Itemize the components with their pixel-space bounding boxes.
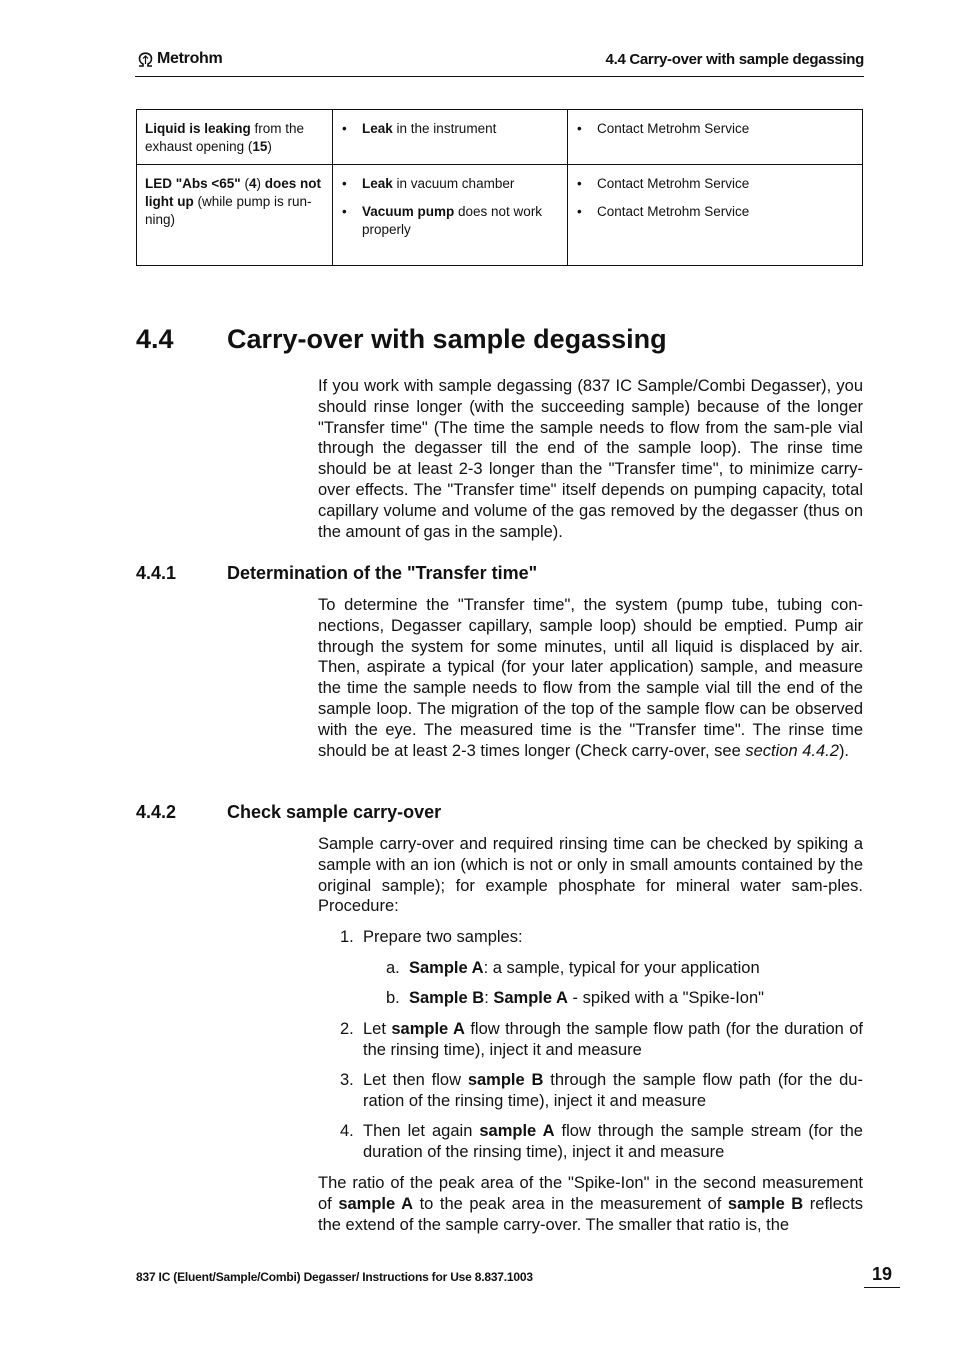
bullet-icon: • [577, 176, 582, 191]
substep-letter: b. [386, 989, 400, 1007]
subsection-title: Check sample carry-over [227, 802, 442, 822]
section-title: Carry-over with sample degassing [227, 324, 667, 354]
list-item: • Leak in vacuum chamber [342, 176, 515, 191]
bullet-icon: • [342, 204, 347, 219]
bullet-icon: • [342, 121, 347, 136]
subsection-number: 4.4.1 [136, 563, 177, 583]
section-reference: section 4.4.2 [745, 741, 839, 760]
running-header-title: 4.4 Carry-over with sample degassing [605, 51, 864, 68]
step-number: 1. [340, 928, 354, 946]
step-text: Prepare two samples: [363, 928, 523, 946]
section-intro-paragraph: If you work with sample degassing (837 IC Sample/Combi Degasser), you should rinse longer (with the succeeding sample) because of the longer "Transfer time" (The time the sample needs to flow from the sam-ple vial through the degasser till the end of the sample loop). The rinse time should be at least 2-3 longer than the "Transfer time", to minimize carry-over effects. The "Transfer time" itself depends on pumping capacity, total capillary volume and volume of the gas removed by the degasser (thus on the amount of gas in the sample). [318, 377, 863, 541]
list-item: • Vacuum pump does not work properly [342, 204, 543, 237]
subsection-heading [136, 802, 441, 823]
substep-text: Sample B: Sample A - spiked with a "Spike-Ion" [409, 989, 765, 1007]
bullet-icon: • [577, 121, 582, 136]
list-item: • Contact Metrohm Service [577, 121, 750, 136]
metrohm-omega-icon [137, 52, 154, 67]
transfer-time-paragraph: To determine the "Transfer time", the system (pump tube, tubing con-nections, Degasser capillary, sample loop) should be emptied. Pump air through the system for some minutes, until all liquid is displaced by air. Then, aspirate a typical (for your later application) sample, and measure the time the sample needs to flow from the sample vial till the end of the sample loop. The migration of the top of the sample flow can be observed with the eye. The measured time is the "Transfer time". The rinse time should be at least 2-3 times longer (Check carry-over, see section 4.4.2). [318, 596, 863, 760]
metrohm-logo [137, 50, 222, 68]
carryover-outro-paragraph: The ratio of the peak area of the "Spike-Ion" in the second measurement of sample A to the peak area in the measurement of sample B reflects the extend of the sample carry-over. The smaller that ratio is, the [318, 1174, 863, 1234]
subsection-heading [136, 563, 537, 584]
substep-letter: a. [386, 959, 400, 977]
table-row [137, 110, 863, 165]
problem-cell: Liquid is leaking from the exhaust opening (15) [137, 110, 333, 165]
table-row [137, 165, 863, 266]
header-rule [135, 76, 864, 77]
cause-cell [333, 110, 568, 165]
step-text: Let sample A flow through the sample flow path (for the duration of the rinsing time), inject it and measure [363, 1020, 863, 1059]
step-text: Then let again sample A flow through the sample stream (for the duration of the rinsing time), inject it and measure [363, 1122, 863, 1161]
step-text: Let then flow sample B through the sample flow path (for the du-ration of the rinsing time), inject it and measure [363, 1071, 863, 1110]
section-heading [136, 324, 667, 355]
step-number: 2. [340, 1020, 354, 1038]
subsection-title: Determination of the "Transfer time" [227, 563, 538, 583]
bullet-icon: • [342, 176, 347, 191]
logo-text: Metrohm [157, 50, 223, 67]
cause-cell [333, 165, 568, 266]
carryover-intro-paragraph: Sample carry-over and required rinsing time can be checked by spiking a sample with an ion (which is not or only in small amounts contained by the original sample); for example phosphate for mineral water sam-ples. Procedure: [318, 835, 863, 916]
section-number: 4.4 [136, 324, 174, 354]
list-item: • Contact Metrohm Service [577, 204, 750, 219]
step-number: 4. [340, 1122, 354, 1140]
footer-document-title: 837 IC (Eluent/Sample/Combi) Degasser/ Instructions for Use 8.837.1003 [136, 1270, 533, 1284]
substep-text: Sample A: a sample, typical for your application [409, 959, 760, 977]
subsection-number: 4.4.2 [136, 802, 177, 822]
list-item: • Leak in the instrument [342, 121, 497, 136]
step-number: 3. [340, 1071, 354, 1089]
remedy-cell [568, 165, 863, 266]
troubleshooting-table [136, 109, 863, 266]
problem-cell: LED "Abs <65" (4) does not light up (while pump is run-ning) [137, 165, 333, 266]
remedy-cell [568, 110, 863, 165]
list-item: • Contact Metrohm Service [577, 176, 750, 191]
bullet-icon: • [577, 204, 582, 219]
page-number: 19 [864, 1261, 900, 1288]
